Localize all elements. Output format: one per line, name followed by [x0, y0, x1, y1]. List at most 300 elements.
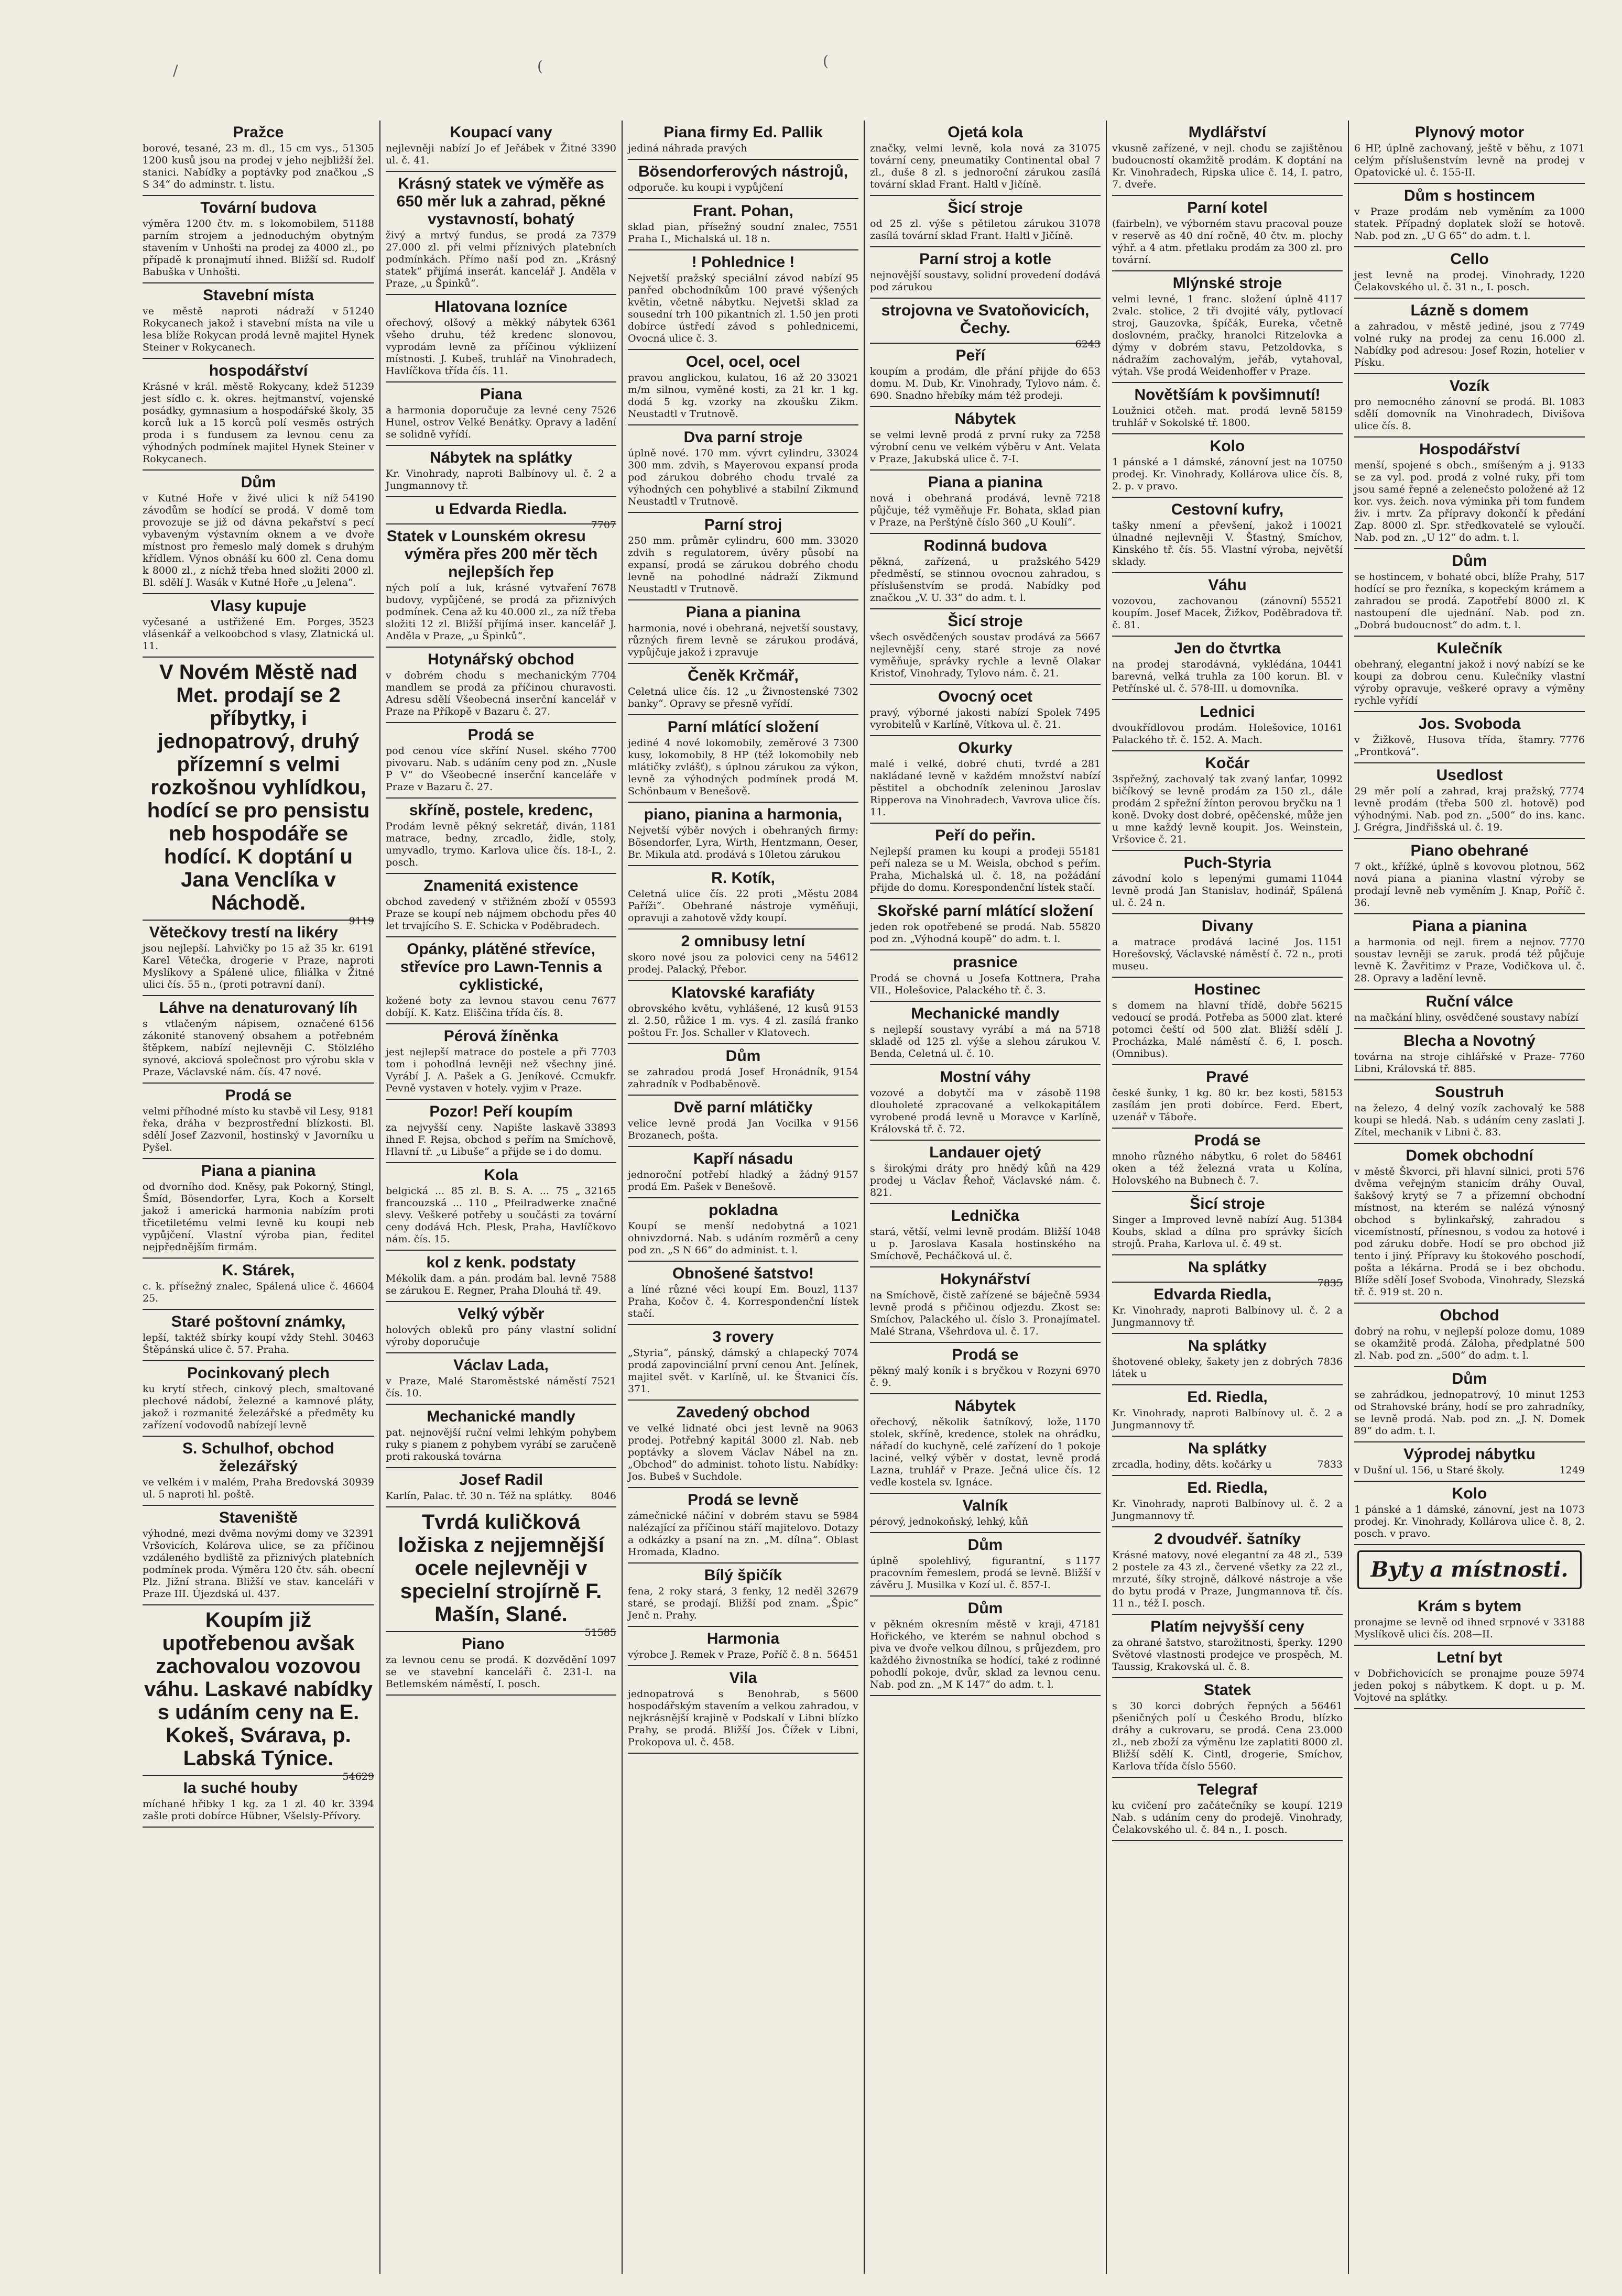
ad-body: fena, 2 roky stará, 3 fenky, 12 neděl staré, se prodají. Bližší pod znam. „Špic“ Jenč n. Prahy. [628, 1586, 862, 1621]
ad-heading: Dům [1452, 1370, 1487, 1387]
ad-ref-number: 32391 [342, 1528, 374, 1539]
classified-ad [143, 121, 378, 196]
classified-ad [143, 1605, 374, 1783]
ad-body: jest levně na prodej. Vinohrady, Čelakovského ul. č. 31 n., I. posch. [1354, 269, 1559, 293]
ad-body: 1 pánské a 1 dámské, zánovní jest na prodej. Kr. Vinohrady, Kollárova ulice čís. 8, 2. p. v pravo. [1112, 456, 1346, 492]
ad-ref-number: 31075 [1069, 143, 1101, 154]
classified-ad [628, 664, 858, 715]
ad-body: 1 pánské a 1 dámské, zánovní, jest na prodej. Kr. Vinohrady, Kollárova ulice č. 8, 2. posch. v pravo. [1354, 1504, 1588, 1539]
ad-body: vyčesané a ustřižené Em. Porges, vlásenkář a velkoobchod s vlasy, Zlatnická ul. 11. [143, 616, 378, 652]
ad-heading: Peří [955, 347, 986, 364]
ad-ref-number: 54190 [342, 493, 374, 504]
ad-body: v Dobřichovicích se pronajme pouze jeden pokoj s nábytkem. K dopt. u p. M. Vojtové na splátky. [1354, 1668, 1588, 1703]
ad-text [1354, 1389, 1588, 1437]
classified-ad [1354, 184, 1588, 247]
classified-ad [386, 524, 620, 648]
ad-heading: Mydlářství [1188, 124, 1267, 141]
ad-ref-number: 33020 [826, 535, 858, 546]
classified-ad [628, 1198, 862, 1262]
classified-ad [143, 996, 378, 1084]
ad-text [1112, 659, 1346, 695]
classified-ad [1354, 1646, 1588, 1709]
classified-ad [1112, 196, 1346, 271]
ad-text [1354, 143, 1588, 179]
ad-heading: Hotynářský obchod [427, 651, 575, 668]
ad-ref-number: 1021 [833, 1220, 858, 1232]
ad-body: zrcadla, hodiny, děts. kočárky u [1112, 1459, 1272, 1470]
ad-ref-number: 56451 [826, 1649, 858, 1660]
ad-heading: Hostinec [1194, 981, 1261, 998]
ad-body: v dobrém chodu s mechanickým mandlem se prodá za příčinou churavosti. Adresu sdělí Všeobecná inserční kancelář v Praze na Příkopě v Bazaru č. 27. [386, 670, 620, 717]
ad-text [1354, 1051, 1585, 1075]
ad-body: koupím a prodám, dle přání přijde do domu. M. Dub, Kr. Vinohrady, Tylovo nám. č. 690. Snadno hřebíky mám též prodeji. [870, 366, 1104, 401]
ad-heading: Ed. Riedla, [1187, 1388, 1268, 1406]
ad-text [143, 305, 378, 354]
classified-ad [1112, 978, 1346, 1065]
ad-body: vozovou, zachovanou (zánovní) koupím. Josef Macek, Žižkov, Poděbradova tř. č. 81. [1112, 595, 1346, 631]
ad-text [628, 686, 858, 710]
ad-ref-number: 10021 [1311, 520, 1343, 531]
ad-text [870, 493, 1104, 529]
ad-heading: Piano obehrané [1410, 842, 1529, 859]
ad-text [1112, 1214, 1346, 1250]
classified-ad [628, 1564, 862, 1627]
ad-heading: Nábytek [954, 1397, 1016, 1415]
ad-heading: Piana [480, 386, 522, 403]
ad-ref-number: 05593 [584, 896, 616, 908]
classified-ad [143, 471, 378, 594]
ad-body: Nejlepší pramen ku koupi a prodeji peří naleza se u M. Weisla, obchod s peřím. Praha, Michalská ul. č. 18, na požádání přijde do domu. Korespondenční lístek stačí. [870, 846, 1104, 893]
classified-ad [386, 1405, 620, 1468]
classified-ad [386, 1507, 616, 1638]
ad-body: v Kutné Hoře v živé ulici k níž závodům se hodící se prodá. V domě tom provozuje se již od dávna pekařství s pecí vybaveným výstavním oknem a ve dvoře místnost pro řemeslo malý domek s druhým křídlem. Výnos obnáší ku 600 zl. Cena domu k 8000 zl., z níchž třeba hned složiti 2000 zl. Bl. sdělí J. Wasák v Kutné Hoře „u Jelena“. [143, 493, 378, 588]
ad-heading: Čeněk Krčmář, [688, 667, 799, 684]
ad-heading: Šicí stroje [1190, 1195, 1265, 1212]
ad-text [628, 1649, 858, 1661]
ad-body: úplně nové. 170 mm. vývrt cylindru, 300 mm. zdvih, s Mayerovou expansí proda pod zárukou dobrého chodu trvalé za výhodných cen pohyblivé a stabilní Zikmund Neustadtl v Trutnově. [628, 447, 862, 507]
column-1 [137, 121, 379, 2274]
ad-body: velice levně prodá Jan Vocilka v Brozanech, pošta. [628, 1118, 832, 1141]
ad-heading: Koupací vany [450, 124, 552, 141]
ad-text [1354, 1102, 1588, 1139]
classified-ad [628, 600, 862, 664]
ad-heading: Hokynářství [940, 1271, 1030, 1288]
ad-heading: Parní stroj [704, 516, 782, 533]
ad-heading: Vozík [1449, 377, 1490, 395]
ad-heading: Okurky [958, 739, 1013, 757]
ad-ref-number: 7704 [591, 670, 616, 681]
classified-ad [386, 1632, 620, 1696]
ad-heading: Lednici [1200, 703, 1255, 720]
ad-text [1112, 1151, 1346, 1187]
ad-text [870, 1163, 1104, 1199]
ad-text [870, 1365, 1101, 1389]
ad-heading: Piana a pianina [201, 1162, 316, 1179]
ad-heading: Kolo [1452, 1485, 1487, 1502]
classified-ad [1112, 1192, 1346, 1255]
ad-heading: Edvarda Riedla, [1153, 1286, 1272, 1303]
ad-body: odporuče. ku koupi i vypůjčení [628, 182, 783, 193]
ad-text [870, 1289, 1104, 1338]
ad-heading: S. Schulhof, obchod železářský [182, 1440, 334, 1475]
classified-ad [386, 1163, 620, 1251]
ad-text [628, 221, 858, 245]
ad-heading: K. Stárek, [222, 1262, 295, 1279]
ad-body: mnoho různého nábytku, 6 rolet do oken a též železná vrata u Kolína, Holovského na Bubnech č. 7. [1112, 1151, 1346, 1186]
ad-ref-number: 31078 [1069, 218, 1101, 229]
classified-ad [1354, 1482, 1588, 1545]
ad-body: a matrace prodává laciné Jos. Horešovský, Václavské náměstí č. 72 n., proti museu. [1112, 936, 1346, 972]
ad-text [1112, 1305, 1346, 1329]
ad-text [1354, 1616, 1585, 1641]
ad-ref-number: 33188 [1553, 1616, 1585, 1628]
ad-body: pérový, jednokoňský, lehký, kůň [870, 1516, 1029, 1527]
ad-text [386, 582, 620, 642]
ad-body: Kr. Vinohrady, naproti Balbínovy ul. č. 2 a Jungmannovy tř. [1112, 1305, 1346, 1328]
ad-body: (fairbeln), ve výborném stavu pracoval pouze v reservě as 40 dní ročně, 40 čtv. m. plochy výhř. a 4 atm. přetlaku prodám za 300 zl. pro tovární. [1112, 218, 1346, 266]
ad-text [628, 1688, 862, 1748]
ad-ref-number: 7300 [833, 737, 858, 749]
classified-ad [628, 803, 862, 866]
ad-text [870, 143, 1104, 191]
ad-ref-number: 7703 [591, 1046, 616, 1058]
ad-text [870, 366, 1104, 402]
ad-text [870, 429, 1104, 465]
ad-text [1112, 456, 1346, 493]
classified-ad [386, 121, 616, 172]
ad-ref-number: 539 [1323, 1549, 1343, 1561]
classified-ad [1112, 1778, 1346, 1841]
ad-body: „Styria“, pánský, dámský a chlapecký prodá zapovinciální první cenou Ant. Jelínek, majitel svět. v Karlíně, ul. ke Štvanici čís. 371. [628, 1347, 862, 1395]
classified-ad [143, 1776, 374, 1828]
column-4 [864, 121, 1106, 2274]
classified-ad [386, 648, 620, 723]
ad-ref-number: 9154 [833, 1066, 858, 1078]
classified-ad [386, 172, 620, 295]
classified-ad [628, 930, 858, 981]
ad-heading: Pravé [1206, 1068, 1249, 1086]
ad-body: menší, spojené s obch., smíšeným a j. se za vyl. pod. prodá z volné ruky, při tom jsou samé řepné a zelenečsto položené až 12 kor. vys. žeich. nova výminka při tom fundem živ. i mrtv. Za přípravy dokončí k předání Zap. 8000 zl. Spr. středkovatelé se vyloučí. Nab. pod zn. „U 12“ do adm. t. l. [1354, 460, 1588, 543]
ad-text [870, 972, 1104, 997]
ad-heading: Puch-Styria [1183, 854, 1271, 871]
ad-body: Nejvetší výběr nových i obehraných firmy: Bösendorfer, Lyra, Wirth, Hentzmann, Oeser, Br. Mikula atd. prodává s 10letou zárukou [628, 825, 862, 860]
ad-heading: Lázně s domem [1410, 302, 1529, 319]
page-mark-1: / [173, 62, 178, 79]
ad-ref-number: 7526 [591, 404, 616, 416]
ad-body: výhodné, mezi dvěma novými domy ve Vršovicích, Kolárova ulice, se za příčinou vzdáleného bydliště za přiznivých platebních podmínek proda. Výměra 120 čtv. sáh. obecní Plz. Jižní strana. Bližší ve stav. kanceláři v Praze III. Újezdská ul. 437. [143, 1528, 378, 1600]
classified-ad [1112, 637, 1346, 700]
section-heading: Byty a místnosti. [1357, 1550, 1582, 1589]
ad-ref-number: 6191 [349, 943, 374, 954]
ad-text [386, 1375, 616, 1400]
ad-ref-number: 10750 [1311, 456, 1343, 468]
classified-ad [1354, 1594, 1585, 1646]
ad-ref-number: 9156 [833, 1118, 858, 1129]
ad-ref-number: 8046 [591, 1490, 616, 1502]
ad-heading: Prodá se [225, 1087, 292, 1104]
ad-heading: u Edvarda Riedla. [435, 500, 567, 518]
ad-text [870, 1555, 1104, 1591]
ad-text [1112, 293, 1346, 378]
ad-body: stará, větší, velmi levně prodám. Bližší u p. Jaroslava Kasala hostinského na Smíchově, Pecháčková ul. č. [870, 1226, 1104, 1262]
ad-heading: Usedlost [1436, 767, 1503, 784]
ad-ref-number: 7749 [1559, 321, 1585, 332]
classified-ad [1354, 438, 1588, 549]
ad-body: Celetná ulice čís. 22 proti „Městu Paříži“. Obehrané nástroje vyměňuji, opravuji a zahotově vždy koupí. [628, 888, 862, 924]
classified-ad [1112, 434, 1346, 498]
ad-body: malé i velké, dobré chuti, tvrdé a nakládané levně v každém množství nabízí pěstitel a obchodník zeleninou Jaroslav Ripperova na Vinohradech, Vavrova ulice čís. 11. [870, 758, 1104, 818]
ad-heading: Obnošené šatstvo! [672, 1265, 814, 1282]
ad-text [386, 1427, 620, 1463]
ad-body: ku cvičení pro začátečníky se koupí. Nab. s udáním ceny do prodejě. Vinohrady, Čelakovského ul. č. 84 n., I. posch. [1112, 1800, 1346, 1835]
ad-heading: piano, pianina a harmonia, [644, 806, 843, 823]
ad-heading: Kolo [1210, 438, 1245, 455]
classified-ad [1354, 247, 1585, 299]
ad-heading: Ocel, ocel, ocel [685, 353, 801, 370]
ad-text [386, 1185, 620, 1245]
classified-ad [870, 1533, 1104, 1597]
ad-ref-number: 7218 [1075, 493, 1101, 504]
ad-body: 250 mm. průměr cylindru, 600 mm. zdvih s regulatorem, úvěry působí na expansí, prodá se zárukou dobrého chodu levně na pohodlné nádraží Zikmund Neustadtl v Trutnově. [628, 535, 862, 595]
ad-text [1112, 595, 1346, 631]
ad-heading: Koupím již upotřebenou avšak zachovalou vozovou váhu. Laskavé nabídky s udáním ceny na E. Kokeš, Svárava, p. Labská Týnice. [144, 1609, 373, 1770]
ad-text [386, 404, 620, 441]
ad-ref-number: 10161 [1311, 722, 1343, 734]
ad-heading: Jen do čtvrtka [1174, 640, 1281, 657]
ad-text [1112, 1549, 1346, 1610]
ad-ref-number: 55820 [1069, 921, 1101, 933]
ad-text [1112, 873, 1346, 909]
ad-text [628, 1586, 862, 1622]
ad-body: úplně spolehlivý, figurantní, s pracovním řemeslem, prodá se levně. Bližší v závěru J. Musilka v Kozí ul. č. 857-I. [870, 1555, 1104, 1591]
ad-ref-number: 51239 [342, 381, 374, 392]
classified-ad [1354, 549, 1588, 637]
ad-text [870, 1226, 1104, 1262]
classified-ad [1112, 1129, 1346, 1192]
ad-text [870, 921, 1101, 945]
ad-ref-number: 5974 [1559, 1668, 1585, 1679]
ad-heading: Vlasy kupuje [210, 597, 307, 615]
ad-text [1112, 143, 1346, 191]
ad-text [143, 1477, 374, 1501]
ad-text [628, 1169, 858, 1193]
ad-body: nejnovější soustavy, solidní provedení dodává pod zárukou [870, 269, 1104, 293]
ad-ref-number: 6970 [1075, 1365, 1101, 1376]
ad-heading: Piana a pianina [928, 474, 1043, 491]
ad-body: české šunky, 1 kg. 80 kr. bez kosti, zasílám jen proti dobírce. Ferd. Ebert, uzenář v Táboře. [1112, 1087, 1346, 1123]
ad-body: živý a mrtvý fundus, se prodá za 27.000 zl. při velmi příznivých platebních podmínkách. Přímo naší pod zn. „Krásný statek“ přijímá inserát. kancelář J. Anděla v Praze, „u Špinků“. [386, 229, 620, 289]
ad-ref-number: 7677 [591, 995, 616, 1007]
ad-heading: Hlatovana lozníce [434, 298, 568, 315]
ad-body: pěkný malý koník i s bryčkou v Rozyni č. 9. [870, 1365, 1074, 1388]
ad-body: nejlevněji nabízí Jo ef Jeřábek v Žitné ul. č. 41. [386, 143, 590, 166]
ad-heading: Mostní váhy [940, 1068, 1031, 1086]
ad-heading: Dům [1452, 552, 1487, 570]
classified-ad [628, 1666, 862, 1754]
classified-ad [870, 1141, 1104, 1204]
ad-body: dobrý na rohu, v nejlepší poloze domu, se okamžitě prodá. Záloha, předplatné 500 zl. Nab. pod zn. „500“ do adm. t. l. [1354, 1326, 1588, 1361]
ad-text [870, 1024, 1104, 1060]
ad-body: se velmi levně prodá z první ruky za výrobní cenu ve velkém výběru v Ant. Velata v Praze, Jakubská ulice č. 7-I. [870, 429, 1104, 465]
ad-heading: Dům [967, 1536, 1003, 1554]
ad-body: výměra 1200 čtv. m. s lokomobilem, parním strojem a jednoduchým obytným stavením v Unhošti na prodej za 4000 zl., po případě k pronajmutí ihned. Bližší sd. Rudolf Babuška v Unhošti. [143, 218, 378, 278]
ad-body: velmi levné, 1 franc. složení úplně 2valc. stolice, 2 tři dvojité vály, pytlovací stroj, Gauzovka, špíčák, Eureka, včetně doslovném, pračky, hranolci Ritzelovka a dýmy v dobrém stavu, Petzoldovka, s nádražím zachovalým, jeřáb, vytahoval, výtah. Vše prodá Weidenhoffer v Praze. [1112, 293, 1346, 377]
ad-body: a harmonia doporučuje za levné ceny Hunel, ostrov Velké Benátky. Opravy a ladění se solidně vyřídí. [386, 404, 620, 440]
classified-ad [1354, 839, 1588, 914]
classified-ad [870, 121, 1104, 196]
ad-ref-number: 7836 [1317, 1356, 1343, 1368]
ad-body: na prodej starodávná, vyklédána, barevná, velká truhla za 100 korun. Bl. v Petřínské ul. č. 578-III. u domovníka. [1112, 659, 1346, 694]
classified-ad [628, 160, 858, 199]
ad-body: pod cenou více skříní Nusel. ského pivovaru. Nab. s udáním ceny pod zn. „Nusle P V“ do Všeobecné inserční kanceláře v Praze v Bazaru č. 27. [386, 745, 620, 793]
ad-ref-number: 588 [1565, 1102, 1585, 1114]
ad-heading: Josef Radil [459, 1471, 543, 1489]
ad-body: Karlín, Palac. tř. 30 n. Též na splátky. [386, 1490, 573, 1502]
ad-body: Loužnici otčeh. mat. prodá levně truhlář v Sokolské tř. 1800. [1112, 405, 1310, 429]
ad-body: v městě Škvorci, při hlavní silnici, proti dvěma veřejným stanicím dráhy Ouval, šakšový krytý se 7 a přízemní obchodní místnost, na kterém se nalézá výnosný obchod s bylinkařský, zahradou s vicemístností, přínesnou, s vodou za hotové i pod záruku dobře. Hodí se pro obchod již tento i jiný. Přípravy ku štokového poschodí, pošta a lékárna. Prodá se i bez obchodu. Blíže sdělí Josef Svoboda, Vinohrady, Slezská tř. č. 919 st. 20 n. [1354, 1166, 1588, 1298]
ad-text [628, 952, 858, 976]
ad-body: za ohrané šatstvo, starožitnosti, šperky. Světové vlastnosti prodejce ve prospěch, M. Taussig, Krakovská ul. č. 8. [1112, 1637, 1346, 1672]
ad-text [1112, 1356, 1343, 1380]
ad-ref-number: 33024 [826, 447, 858, 459]
ad-text [628, 535, 862, 595]
ad-heading: Dva parní stroje [683, 429, 803, 446]
ad-ref-number: 5934 [1075, 1289, 1101, 1301]
classified-ad [628, 1096, 858, 1147]
ad-heading: Velký výběr [458, 1305, 545, 1322]
ad-heading: Na splátky [1188, 1337, 1267, 1354]
ad-text [1112, 773, 1346, 846]
ad-body: pronajme se levně od ihned srpnové v Myslíkově ulici čís. 208—II. [1354, 1616, 1552, 1640]
ad-heading: V Novém Městě nad Met. prodají se 2 příbytky, i jednopatrový, druhý přízemní s velmi rozkošnou vyhlídkou, hodící se pro pensistu neb hospodáře se hodící. K doptání u Jana Venclíka v Náchodě. [147, 661, 370, 914]
ad-text [628, 182, 858, 194]
ad-body: v pěkném okresním městě v kraji, Hořického, ve kterém se nahnul obchod s piva ve dvoře velkou dílnou, s průjezdem, pro každého živnostníka se hodící, také z rodinné pohodlí pokoje, dvůr, sklad za levnou cenu. Nab. pod zn. „M K 147“ do adm. t. l. [870, 1619, 1104, 1690]
ad-heading: Kapří násadu [693, 1150, 793, 1167]
ad-heading: Piana a pianina [1412, 917, 1527, 935]
ad-ref-number: 7521 [591, 1375, 616, 1387]
ad-body: 7 okt., křížké, úplně s kovovou plotnou, nová piana a pianina vlastní výroby se prodají levně neb vyměním J. Knap, Poříč č. 36. [1354, 861, 1588, 909]
classified-ad [628, 425, 862, 513]
ad-heading: Jos. Svoboda [1418, 715, 1521, 732]
ad-body: se zahrádkou, jednopatrový, 10 minut od Strahovské brány, hodí se pro zahradníky, se levně prodá. Nab. pod zn. „J. N. Domek 89“ do adm. t. l. [1354, 1389, 1588, 1437]
classified-ad [1112, 1255, 1343, 1289]
classified-ad [1112, 700, 1343, 751]
ad-body: od 25 zl. výše s pětiletou zárukou zasílá tovární sklad Frant. Haltl v Jičíně. [870, 218, 1074, 242]
ad-body: pravý, výborné jakosti nabízí Spolek vyrobitelů v Karlíně, Vítkova ul. č. 21. [870, 707, 1074, 730]
ad-ref-number: 9133 [1559, 460, 1585, 471]
ad-heading: Nábytek [954, 410, 1016, 428]
classified-ad [1112, 1615, 1346, 1678]
ad-body: od dvorního dod. Kněsy, pak Pokorný, Stingl, Šmíd, Bösendorfer, Lyra, Koch a Korselt jakož i americká harmonia nabízím proti třicetiletému velmi levně ku koupi neb vypůjčení. Vlastní výroba pian, ředitel nejpřednějším firmám. [143, 1181, 378, 1253]
ad-ref-number: 7074 [833, 1347, 858, 1359]
classified-ad [1112, 851, 1346, 914]
ad-heading: Divany [1201, 917, 1254, 935]
ad-body: lepší, taktéž sbírky koupí vždy Stehl. Štěpánská ulice č. 57. Praha. [143, 1332, 342, 1355]
ad-heading: skříně, postele, kredenc, [409, 802, 593, 819]
ad-heading: hospodářství [209, 362, 308, 379]
classified-ad [628, 250, 862, 350]
ad-text [628, 447, 862, 508]
classified-ad [870, 609, 1104, 685]
ad-body: s domem na hlavní třídě, dobře vedoucí se prodá. Potřeba as 5000 zlat. které potomci čeští od 500 zlat. Bližší sdělí J. Procházka, Malé náměstí č. 6, I. posch. (Omnibus). [1112, 1000, 1346, 1059]
ad-text [1354, 1326, 1588, 1362]
ad-text [1354, 1464, 1585, 1477]
classified-ad [870, 534, 1104, 609]
ad-body: Koupí se menší nedobytná a ohnivzdorná. Nab. s udáním rozměrů a ceny pod zn. „S N 66“ do administ. t. l. [628, 1220, 862, 1256]
ad-text [1112, 1637, 1346, 1673]
ad-body: sklad pian, přísežný soudní znalec, Praha I., Michalská ul. 18 n. [628, 221, 832, 245]
ad-body: pat. nejnovější ruční velmi lehkým pohybem ruky s pianem z pohybem vyrábí se zaručeně proti rakouská továrna [386, 1427, 620, 1462]
classified-ad [143, 196, 378, 283]
column-5 [1106, 121, 1348, 2274]
ad-heading: Mechanické mandly [911, 1005, 1060, 1022]
ad-ref-number: 1073 [1559, 1504, 1585, 1515]
ad-text [628, 272, 862, 345]
ad-text [143, 1106, 378, 1154]
ad-heading: Platím nejvyšší ceny [1150, 1618, 1304, 1635]
ad-ref-number: 2084 [833, 888, 858, 900]
ad-body: s vtlačeným nápisem, označené zákonité stanovený obsahem a potřebném štěpkem, nabízí nejlevněji C. Stölzlého synové, akciová společnost pro výrobu skla v Praze, Václavské nám. čís. 47 nové. [143, 1018, 378, 1078]
ad-heading: Láhve na denaturovaný líh [159, 999, 358, 1016]
ad-heading: Rodinná budova [923, 537, 1047, 554]
ad-text [1354, 269, 1585, 293]
ad-ref-number: 9153 [833, 1003, 858, 1014]
ad-text [386, 317, 620, 377]
classified-ad [628, 1044, 858, 1096]
ad-body: tašky nmení a převšení, jakož i úlnadné nejlevněji V. Šťastný, Smíchov, Kinského tř. čís. 55. Vlastní výroba, největší sklady. [1112, 520, 1346, 567]
ad-body: s nejlepší soustavy vyrábí a má na skladě od 125 zl. výše a slehou zárukou V. Benda, Celetná ul. č. 10. [870, 1024, 1104, 1059]
ad-heading: Telegraf [1197, 1781, 1258, 1798]
ad-body: továrna na stroje cihlářské v Praze-Libni, Královská tř. 885. [1354, 1051, 1555, 1075]
ad-text [628, 1003, 862, 1039]
ad-body: belgická ... 85 zl. B. S. A. ... 75 „ francouzská ... 110 „ Pfeilradwerke značné slevy. Veškeré potřeby u součásti za tovární ceny dodává Hch. Plesk, Praha, Havlíčkovo nám. čís. 15. [386, 1185, 620, 1245]
ad-ref-number: 1290 [1317, 1637, 1343, 1648]
ad-text [143, 218, 378, 278]
ad-ref-number: 429 [1081, 1163, 1101, 1174]
ad-ref-number: 1071 [1559, 143, 1585, 154]
ad-ref-number: 9119 [349, 915, 374, 927]
ad-ref-number: 1177 [1075, 1555, 1101, 1567]
ad-heading: Znamenitá existence [423, 877, 579, 894]
ad-heading: Soustruh [1435, 1084, 1504, 1101]
ad-ref-number: 7835 [1317, 1277, 1343, 1289]
ad-heading: Dům [241, 474, 276, 491]
ad-body: ku krytí střech, cinkový plech, smaltované plechové nádobí, železné a kamnové pláty, jakož i rozmanité železářské a předměty ku zařízení vodovodů nabízejí levně [143, 1383, 378, 1431]
ad-heading: Kulečník [1436, 640, 1503, 657]
ad-text [628, 1220, 862, 1256]
ad-text [1354, 1668, 1588, 1704]
ad-heading: Mechanické mandly [427, 1408, 575, 1425]
ad-body: s 30 korci dobrých řepných a pšeničných polí u Českého Brodu, blízko dráhy a cukrovaru, se prodá. Cena 23.000 zl., neb zboží za výměnu lze zaplatiti 8000 zl. Bližší sdělí K. Cintl, drogerie, Smíchov, Karlova třída číslo 5560. [1112, 1700, 1346, 1772]
ad-ref-number: 7302 [833, 686, 858, 697]
ad-heading: Domek obchodní [1406, 1147, 1533, 1164]
classified-ad [870, 1597, 1104, 1696]
classified-ad [143, 283, 378, 359]
ad-text [1354, 861, 1588, 909]
ad-ref-number: 54612 [826, 952, 858, 963]
ad-body: v Praze, Malé Staroměstské náměstí čís. 10. [386, 1375, 590, 1399]
ad-heading: Novětšíám k povšimnutí! [1134, 386, 1321, 403]
ad-body: ve městě naproti nádraží v Rokycanech jakož i stavební místa na vile u lesa blíže Rokycan prodá levně majitel Hynek Steiner v Rokycanech. [143, 305, 378, 353]
ad-body: pěkná, zařízená, u pražského předměstí, se stinnou ovocnou zahradou, s příslušenstvím se prodá. Nabídky pod značkou „V. U. 33“ do adm. t. l. [870, 556, 1104, 604]
classified-ad [870, 824, 1104, 899]
ad-heading: Harmonia [706, 1630, 780, 1647]
ad-heading: Vila [729, 1669, 757, 1687]
ad-heading: Dům s hostincem [1403, 187, 1536, 204]
ad-heading: pokladna [709, 1201, 778, 1219]
ad-heading: Parní stroj a kotle [919, 250, 1051, 268]
classified-ad [628, 121, 858, 160]
